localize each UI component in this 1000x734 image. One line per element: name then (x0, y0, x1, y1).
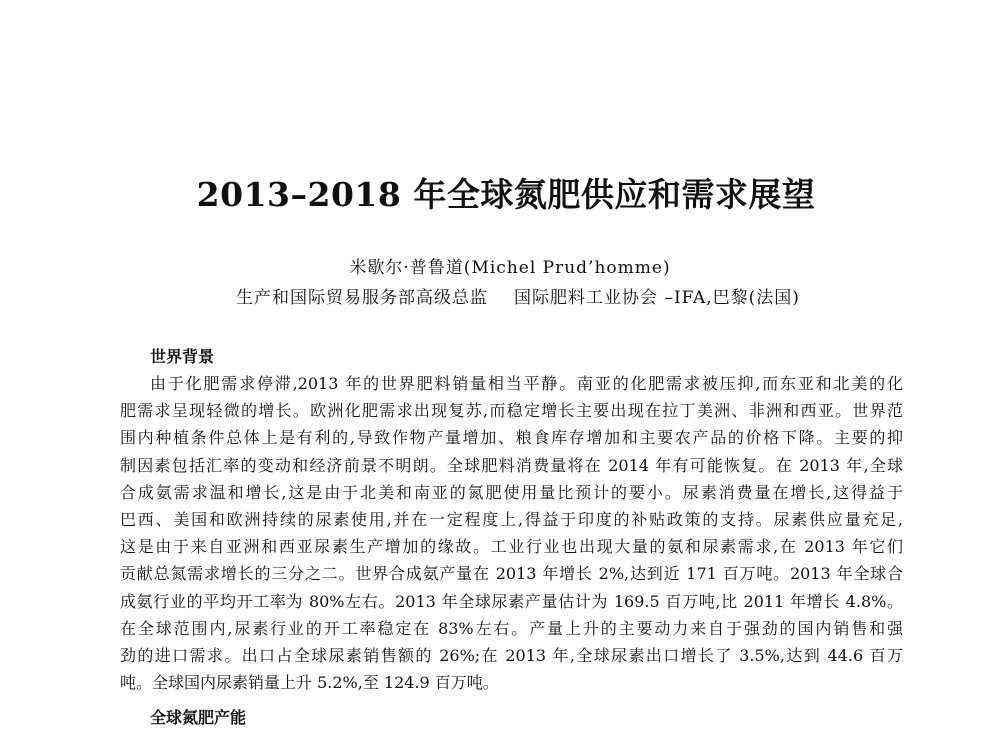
paragraph-line: 制因素包括汇率的变动和经济前景不明朗。全球肥料消费量将在 2014 年有可能恢复。在 2013 年,全球 (120, 455, 903, 475)
article-title: 2013–2018 年全球氮肥供应和需求展望 (196, 175, 816, 214)
paragraph-line: 贡献总氮需求增长的三分之二。世界合成氨产量在 2013 年增长 2%,达到近 171 百万吨。2013 年全球合 (120, 564, 903, 584)
paragraph-line: 这是由于来自亚洲和西亚尿素生产增加的缘故。工业行业也出现大量的氨和尿素需求,在 2013 年它们 (120, 537, 903, 557)
paragraph-line: 肥需求呈现轻微的增长。欧洲化肥需求出现复苏,而稳定增长主要出现在拉丁美洲、非洲和西亚。世界范 (120, 401, 903, 421)
paragraph-line: 成氨行业的平均开工率为 80%左右。2013 年全球尿素产量估计为 169.5 百万吨,比 2011 年增长 4.8%。 (120, 591, 903, 611)
paragraph-line: 围内种植条件总体上是有利的,导致作物产量增加、粮食库存增加和主要农产品的价格下降。主要的抑 (120, 428, 903, 448)
paragraph-line: 合成氨需求温和增长,这是由于北美和南亚的氮肥使用量比预计的要小。尿素消费量在增长,这得益于 (120, 482, 903, 502)
section-heading-global-nitrogen-capacity: 全球氮肥产能 (150, 708, 247, 727)
author-affiliation (36, 285, 1000, 311)
affiliation-position: 生产和国际贸易服务部高级总监 (236, 288, 489, 308)
section-paragraph (120, 370, 903, 696)
paragraph-line: 巴西、美国和欧洲持续的尿素使用,并在一定程度上,得益于印度的补贴政策的支持。尿素供应量充足, (120, 509, 903, 529)
affiliation-organization: 国际肥料工业协会 –IFA,巴黎(法国) (514, 288, 800, 308)
paragraph-line: 由于化肥需求停滞,2013 年的世界肥料销量相当平静。南亚的化肥需求被压抑,而东亚和北美的化 (150, 374, 903, 393)
article-author: 米歇尔·普鲁道(Michel Prud’homme) (349, 258, 671, 278)
paragraph-line: 吨。全球国内尿素销量上升 5.2%,至 124.9 百万吨。 (120, 673, 499, 693)
section-heading-world-background: 世界背景 (150, 347, 215, 366)
paragraph-line: 劲的进口需求。出口占全球尿素销售额的 26%;在 2013 年,全球尿素出口增长了 3.5%,达到 44.6 百万 (120, 645, 903, 665)
paragraph-line: 在全球范围内,尿素行业的开工率稳定在 83%左右。产量上升的主要动力来自于强劲的国内销售和强 (120, 618, 903, 638)
